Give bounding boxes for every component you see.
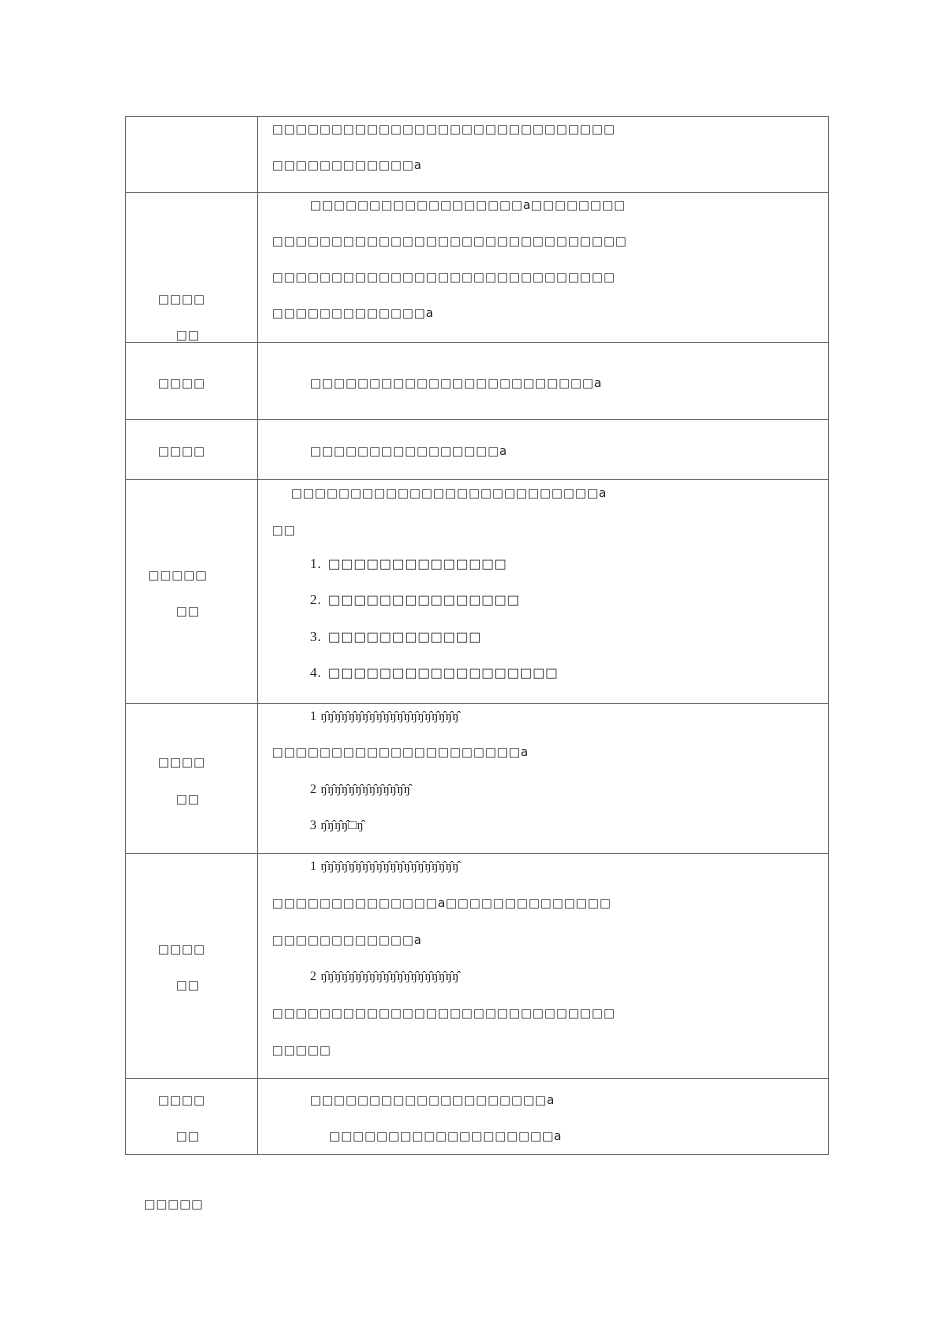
row-label-cell <box>126 854 258 1079</box>
row-content-cell <box>258 193 829 343</box>
row-label-cell <box>126 1079 258 1155</box>
row-label: □□ <box>176 328 200 342</box>
table-row <box>126 1079 829 1155</box>
row-content-cell <box>258 854 829 1079</box>
list-item-text: □□□□□□□□□□□□□□□□□□ <box>328 666 559 681</box>
content-line: □□□□□□□□□□□□□□□□□□a□□□□□□□□ <box>310 198 626 212</box>
content-line: □□□□□□□□□□□□□□□□□□□□□a <box>272 745 529 759</box>
row-content-cell <box>258 420 829 480</box>
list-item-number: 3. <box>310 630 322 645</box>
list-item-text: □□□□□□□□□□□□□□ <box>328 557 507 572</box>
row-content-cell <box>258 1079 829 1155</box>
table-row <box>126 704 829 854</box>
table-row <box>126 480 829 704</box>
content-line: 3 ŋ̂ŋ̂ŋ̂ŋ̂□ŋ̂ <box>310 817 364 832</box>
content-line: □□□□□□□□□□□□a <box>272 158 422 172</box>
table-row <box>126 117 829 193</box>
row-label-cell <box>126 193 258 343</box>
list-item-text: □□□□□□□□□□□□□□□ <box>328 593 520 608</box>
row-label: □□□□ <box>158 1093 206 1107</box>
row-label-cell <box>126 480 258 704</box>
row-content-cell <box>258 704 829 854</box>
content-line: □□□□□□□□□□□□□□□□□□□a <box>329 1129 562 1143</box>
content-line: □□□□□□□□□□□□□□□□□□□□□□□□□□a <box>291 486 607 500</box>
row-label: □□□□ <box>158 755 206 769</box>
list-item-number: 4. <box>310 666 322 681</box>
document-table <box>125 116 829 1155</box>
row-label: □□□□ <box>158 942 206 956</box>
list-item-number: 1. <box>310 557 322 572</box>
row-content-cell <box>258 480 829 704</box>
table-row <box>126 343 829 420</box>
content-line: □□ <box>272 523 296 537</box>
row-content-cell <box>258 343 829 420</box>
list-item-number: 2. <box>310 593 322 608</box>
content-line: 2 ŋ̂ŋ̂ŋ̂ŋ̂ŋ̂ŋ̂ŋ̂ŋ̂ŋ̂ŋ̂ŋ̂ŋ̂ŋ̂ŋ̂ŋ̂ŋ̂ŋ̂ŋ̂ŋ̂ŋ̂ <box>310 968 460 983</box>
content-line: 2 ŋ̂ŋ̂ŋ̂ŋ̂ŋ̂ŋ̂ŋ̂ŋ̂ŋ̂ŋ̂ŋ̂ŋ̂ŋ̂ <box>310 781 411 796</box>
content-line: 1 ŋ̂ŋ̂ŋ̂ŋ̂ŋ̂ŋ̂ŋ̂ŋ̂ŋ̂ŋ̂ŋ̂ŋ̂ŋ̂ŋ̂ŋ̂ŋ̂ŋ̂ŋ̂ŋ̂ŋ̂ <box>310 708 460 723</box>
content-line: □□□□□□□□□□□□□□□□a <box>310 444 508 458</box>
content-line: □□□□□□□□□□□□□□□□□□□□□□□□a <box>310 376 602 390</box>
content-line: 1 ŋ̂ŋ̂ŋ̂ŋ̂ŋ̂ŋ̂ŋ̂ŋ̂ŋ̂ŋ̂ŋ̂ŋ̂ŋ̂ŋ̂ŋ̂ŋ̂ŋ̂ŋ̂ŋ̂ŋ̂ <box>310 858 460 873</box>
row-label: □□□□ <box>158 444 206 458</box>
row-content-cell <box>258 117 829 193</box>
row-label-cell <box>126 343 258 420</box>
row-label-cell <box>126 117 258 193</box>
table-row <box>126 193 829 343</box>
row-label: □□ <box>176 1129 200 1143</box>
content-line: □□□□□□□□□□□□□□□□□□□□□□□□□□□□□ <box>272 1006 616 1020</box>
row-label: □□ <box>176 604 200 618</box>
content-line: □□□□□□□□□□□□□□a□□□□□□□□□□□□□□ <box>272 896 612 910</box>
row-label: □□□□ <box>158 292 206 306</box>
row-label-cell <box>126 420 258 480</box>
footer-note: □□□□□ <box>144 1197 204 1211</box>
content-line: □□□□□□□□□□□□□□□□□□□□□□□□□□□□□□ <box>272 234 628 248</box>
content-line: □□□□□□□□□□□□□a <box>272 306 434 320</box>
row-label-cell <box>126 704 258 854</box>
content-line: □□□□□□□□□□□□□□□□□□□□a <box>310 1093 555 1107</box>
row-label: □□ <box>176 792 200 806</box>
list-item-text: □□□□□□□□□□□□ <box>328 630 482 645</box>
content-line: □□□□□□□□□□□□□□□□□□□□□□□□□□□□□ <box>272 270 616 284</box>
table-row <box>126 854 829 1079</box>
content-line: □□□□□□□□□□□□a <box>272 933 422 947</box>
content-line: □□□□□ <box>272 1043 332 1057</box>
table-row <box>126 420 829 480</box>
row-label: □□□□ <box>158 376 206 390</box>
content-line: □□□□□□□□□□□□□□□□□□□□□□□□□□□□□ <box>272 122 616 136</box>
row-label: □□□□□ <box>148 568 208 582</box>
row-label: □□ <box>176 978 200 992</box>
